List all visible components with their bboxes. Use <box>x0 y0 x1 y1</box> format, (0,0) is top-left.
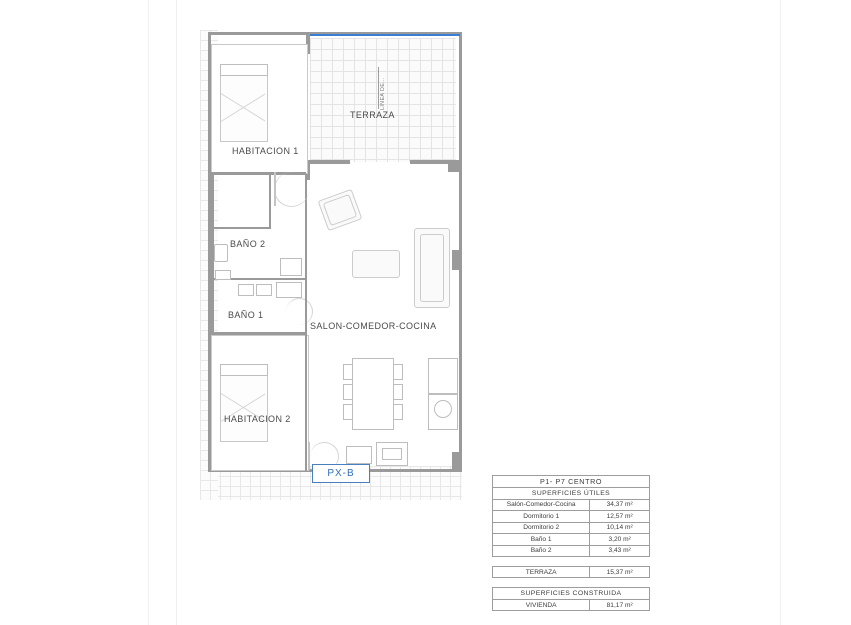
table-row <box>493 522 650 533</box>
door-arc-bano1 <box>286 298 313 325</box>
table-terrace <box>492 566 650 578</box>
row-name: Dormitorio 1 <box>493 511 590 522</box>
bathtub-bano1 <box>276 282 302 298</box>
built-title: SUPERFICIES CONSTRUIDA <box>493 588 650 600</box>
chair-5 <box>393 384 403 400</box>
vertical-note: LINEA DE... <box>380 77 386 110</box>
wc-bano2 <box>215 270 231 280</box>
label-habitacion-1: HABITACION 1 <box>232 146 299 156</box>
wc-bano1 <box>256 284 272 296</box>
area-tables <box>492 475 650 611</box>
row-name: Baño 2 <box>493 545 590 556</box>
table-useful-areas <box>492 475 650 557</box>
wall-salon-left <box>305 278 307 472</box>
door-leaf-hab1 <box>274 172 276 206</box>
coffee-table <box>352 250 400 278</box>
kitchen-counter <box>428 358 458 394</box>
wall-terrace-bottom <box>310 160 350 164</box>
bed-1-headboard <box>220 64 268 76</box>
kitchen-sink <box>434 400 452 418</box>
table-row <box>493 534 650 545</box>
guide-line-left <box>148 0 149 625</box>
chair-2 <box>343 384 353 400</box>
row-value: 15,37 m² <box>590 566 650 577</box>
chair-1 <box>343 364 353 380</box>
chair-3 <box>343 404 353 420</box>
guide-line-right <box>780 0 781 625</box>
guide-line-left-2 <box>176 0 177 625</box>
bed-2-headboard <box>220 364 268 376</box>
chair-4 <box>393 364 403 380</box>
row-value: 81,17 m² <box>590 600 650 611</box>
label-bano-1: BAÑO 1 <box>228 310 264 320</box>
sink-bano2 <box>214 244 228 262</box>
unit-tag[interactable]: PX-B <box>312 464 370 483</box>
bed-1-hatch <box>221 75 265 139</box>
pillar-right-mid <box>452 250 460 270</box>
table-header: P1- P7 CENTRO <box>493 476 650 488</box>
label-salon: SALON-COMEDOR-COCINA <box>310 321 437 331</box>
label-habitacion-2: HABITACION 2 <box>224 414 291 424</box>
wall-bano2-top <box>211 227 271 229</box>
row-value: 3,20 m² <box>590 534 650 545</box>
dining-table <box>352 358 394 430</box>
floor-plan <box>200 22 470 500</box>
row-name: VIVIENDA <box>493 600 590 611</box>
row-name: Salón-Comedor-Cocina <box>493 499 590 510</box>
sink-bano1 <box>238 284 254 296</box>
table-row <box>493 499 650 510</box>
row-name: Dormitorio 2 <box>493 522 590 533</box>
wall-bano2-right <box>269 174 271 229</box>
kitchen-divider <box>428 394 456 395</box>
row-name: Baño 1 <box>493 534 590 545</box>
cabinet-1 <box>346 446 372 464</box>
pillar-right-bottom <box>452 452 460 472</box>
note-leader <box>378 67 379 109</box>
row-value: 12,57 m² <box>590 511 650 522</box>
door-leaf-hab2 <box>308 442 310 470</box>
bed-2-hatch <box>221 375 265 439</box>
built-title-row <box>493 588 650 600</box>
table-row <box>493 511 650 522</box>
cabinet-2-inner <box>382 448 402 460</box>
table-gap-2 <box>492 578 650 587</box>
row-name: TERRAZA <box>493 566 590 577</box>
table-row <box>493 566 650 577</box>
wall-bano1-left <box>211 278 214 334</box>
pillar-terrace-right <box>448 160 460 172</box>
useful-title-row <box>493 488 650 500</box>
door-arc-hab1 <box>274 172 309 207</box>
table-header-row <box>493 476 650 488</box>
label-bano-2: BAÑO 2 <box>230 239 266 249</box>
row-value: 34,37 m² <box>590 499 650 510</box>
row-value: 10,14 m² <box>590 522 650 533</box>
row-value: 3,43 m² <box>590 545 650 556</box>
label-terraza: TERRAZA <box>350 110 395 120</box>
table-built-areas <box>492 587 650 611</box>
table-gap-1 <box>492 557 650 566</box>
table-row <box>493 545 650 556</box>
table-row <box>493 600 650 611</box>
shower-bano2 <box>280 258 302 276</box>
shower-line <box>280 258 300 259</box>
chair-6 <box>393 404 403 420</box>
useful-title: SUPERFICIES ÚTILES <box>493 488 650 500</box>
terrace-edge-line <box>308 34 460 36</box>
sofa-seat <box>420 234 444 302</box>
